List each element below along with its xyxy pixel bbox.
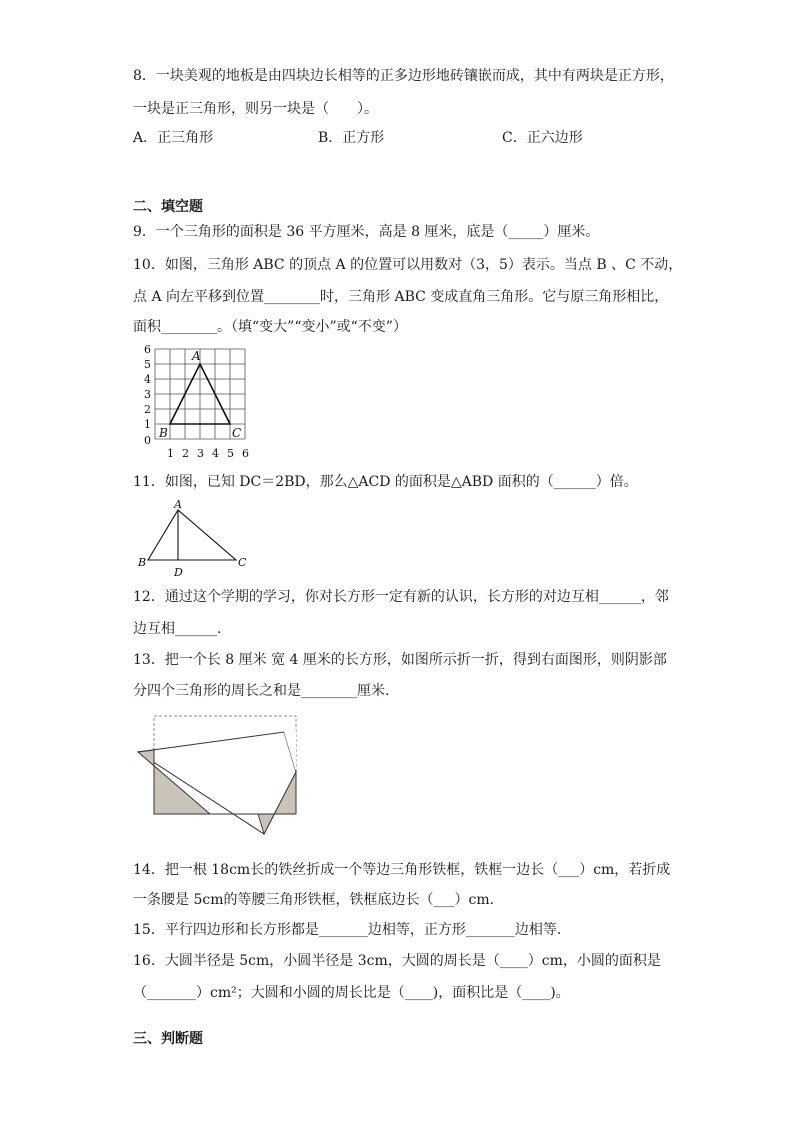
q11-line1: 11．如图，已知 DC＝2BD，那么△ACD 的面积是△ABD 面积的（______）倍。 [133, 474, 638, 490]
q12-line1: 12．通过这个学期的学习，你对长方形一定有新的认识，长方形的对边互相______，邻 [133, 589, 669, 605]
q13-line2: 分四个三角形的周长之和是________厘米. [133, 683, 390, 699]
x-tick: 4 [212, 447, 219, 460]
vertex-label-d: D [174, 566, 183, 579]
q13-folded-rectangle-figure [130, 710, 310, 846]
x-tick: 5 [227, 447, 234, 460]
y-tick: 3 [144, 388, 151, 401]
q13-line1: 13．把一个长 8 厘米 宽 4 厘米的长方形，如图所示折一折，得到右面图形，则阴影部 [133, 652, 667, 668]
q8-option-c: C．正六边形 [502, 130, 583, 146]
triangle-abc [148, 510, 236, 560]
vertex-label-b: B [159, 426, 168, 440]
vertex-label-c: C [238, 556, 247, 569]
q10-line2: 点 A 向左平移到位置________时，三角形 ABC 变成直角三角形。它与原三角形相比， [133, 289, 669, 305]
y-tick: 2 [144, 403, 151, 416]
vertex-label-a: A [174, 498, 182, 511]
q15-line1: 15．平行四边形和长方形都是_______边相等，正方形_______边相等. [133, 922, 562, 938]
q10-grid-figure [138, 340, 258, 462]
x-tick: 2 [182, 447, 189, 460]
q14-line2: 一条腰是 5cm的等腰三角形铁框，铁框底边长（___）cm. [133, 892, 495, 908]
q9-line1: 9．一个三角形的面积是 36 平方厘米，高是 8 厘米，底是（_____）厘米。 [133, 224, 600, 240]
section-title-fill-blank: 二、填空题 [133, 199, 203, 215]
y-tick: 5 [144, 358, 151, 371]
y-tick: 0 [144, 434, 151, 447]
vertex-label-c: C [232, 426, 242, 440]
q16-line2: （_______）cm²；大圆和小圆的周长比是（____)，面积比是（____)。 [133, 985, 570, 1001]
q8-line2: 一块是正三角形，则另一块是（ ）。 [133, 101, 378, 117]
q14-line1: 14．把一根 18cm长的铁丝折成一个等边三角形铁框，铁框一边长（___）cm，若折成 [133, 862, 671, 878]
q11-triangle-figure [132, 498, 252, 580]
y-tick: 4 [144, 373, 151, 386]
q8-line1: 8．一块美观的地板是由四块边长相等的正多边形地砖镶嵌而成，其中有两块是正方形， [133, 68, 674, 84]
x-tick: 6 [242, 447, 249, 460]
q8-option-a: A．正三角形 [133, 130, 214, 146]
q12-line2: 边互相______. [133, 621, 222, 637]
y-tick: 1 [144, 418, 151, 431]
vertex-label-a: A [192, 349, 201, 363]
x-tick: 1 [167, 447, 174, 460]
x-tick: 3 [197, 447, 204, 460]
q10-line3: 面积________。（填“变大”“变小”或“不变”） [133, 319, 407, 335]
section-title-true-false: 三、判断题 [133, 1031, 203, 1047]
y-tick: 6 [144, 343, 151, 356]
q10-line1: 10．如图，三角形 ABC 的顶点 A 的位置可以用数对（3，5）表示。当点 B 、C 不动， [133, 257, 683, 273]
q16-line1: 16．大圆半径是 5cm，小圆半径是 3cm，大圆的周长是（____）cm，小圆的面积是 [133, 953, 661, 969]
q8-option-b: B．正方形 [318, 130, 385, 146]
vertex-label-b: B [138, 556, 147, 569]
